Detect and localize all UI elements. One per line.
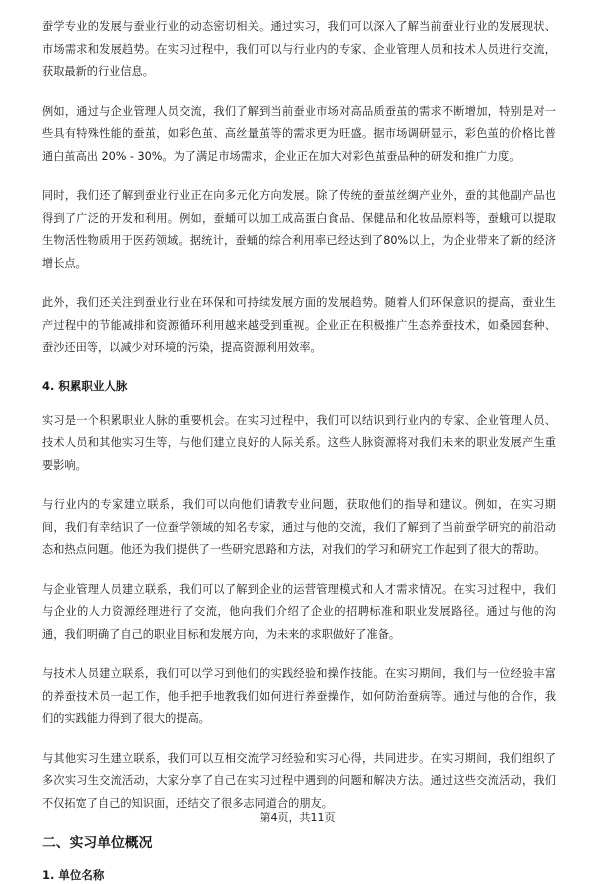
- paragraph-interns: 与其他实习生建立联系，我们可以互相交流学习经验和实习心得，共同进步。在实习期间，我们组织了多次实习生交流活动，大家分享了自己在实习过程中遇到的问题和解决方法。通过这些交流活动，我们不仅拓宽了自己的知识面，还结交了很多志同道合的朋友。: [42, 751, 556, 810]
- paragraph-technicians: 与技术人员建立联系，我们可以学习到他们的实践经验和操作技能。在实习期间，我们与一位经验丰富的养蚕技术员一起工作，他手把手地教我们如何进行养蚕操作，如何防治蚕病等。通过与他的合作，我们的实践能力得到了很大的提高。: [42, 667, 556, 725]
- page-number-footer: 第4页，共11页: [259, 811, 336, 824]
- paragraph-sustainability: 此外，我们还关注到蚕业行业在环保和可持续发展方面的发展趋势。随着人们环保意识的提高，蚕业生产过程中的节能减排和资源循环利用越来越受到重视。企业正在积极推广生态养蚕技术，如桑园套种、蚕沙还田等，以减少对环境的污染，提高资源利用效率。: [42, 296, 556, 354]
- page-content: [42, 16, 556, 884]
- paragraph-managers: 与企业管理人员建立联系，我们可以了解到企业的运营管理模式和人才需求情况。在实习过程中，我们与企业的人力资源经理进行了交流，他向我们介绍了企业的招聘标准和职业发展路径。通过与他的沟通，我们明确了自己的职业目标和发展方向，为未来的求职做好了准备。: [42, 582, 556, 641]
- paragraph-experts: 与行业内的专家建立联系，我们可以向他们请教专业问题，获取他们的指导和建议。例如，在实习期间，我们有幸结识了一位蚕学领域的知名专家，通过与他的交流，我们了解到了当前蚕学研究的前沿动态和热点问题。他还为我们提供了一些研究思路和方法，对我们的学习和研究工作起到了很大的帮助。: [42, 498, 556, 556]
- paragraph-industry-dynamics: 蚕学专业的发展与蚕业行业的动态密切相关。通过实习，我们可以深入了解当前蚕业行业的发展现状、市场需求和发展趋势。在实习过程中，我们可以与行业内的专家、企业管理人员和技术人员进行交流，获取最新的行业信息。: [42, 20, 556, 78]
- paragraph-network-intro: 实习是一个积累职业人脉的重要机会。在实习过程中，我们可以结识到行业内的专家、企业管理人员、技术人员和其他实习生等，与他们建立良好的人际关系。这些人脉资源将对我们未来的职业发展产生重要影响。: [42, 413, 556, 472]
- heading-internship-unit-overview: 二、实习单位概况: [42, 835, 153, 851]
- heading-unit-name: 1. 单位名称: [42, 868, 105, 882]
- paragraph-diversification: 同时，我们还了解到蚕业行业正在向多元化方向发展。除了传统的蚕茧丝绸产业外，蚕的其他副产品也得到了广泛的开发和利用。例如，蚕蛹可以加工成高蛋白食品、保健品和化妆品原料等，蚕蛾可以提取生物活性物质用于医药领域。据统计，蚕蛹的综合利用率已经达到了80%以上，为企业带来了新的经济增长点。: [42, 189, 556, 270]
- heading-career-network: 4. 积累职业人脉: [42, 378, 128, 393]
- paragraph-market-demand: 例如，通过与企业管理人员交流，我们了解到当前蚕业市场对高品质蚕茧的需求不断增加，特别是对一些具有特殊性能的蚕茧，如彩色茧、高丝量茧等的需求更为旺盛。据市场调研显示，彩色茧的价格比普通白茧高出 20% - 30%。为了满足市场需求，企业正在加大对彩色茧蚕品种的研发和推广力度。: [42, 104, 556, 163]
